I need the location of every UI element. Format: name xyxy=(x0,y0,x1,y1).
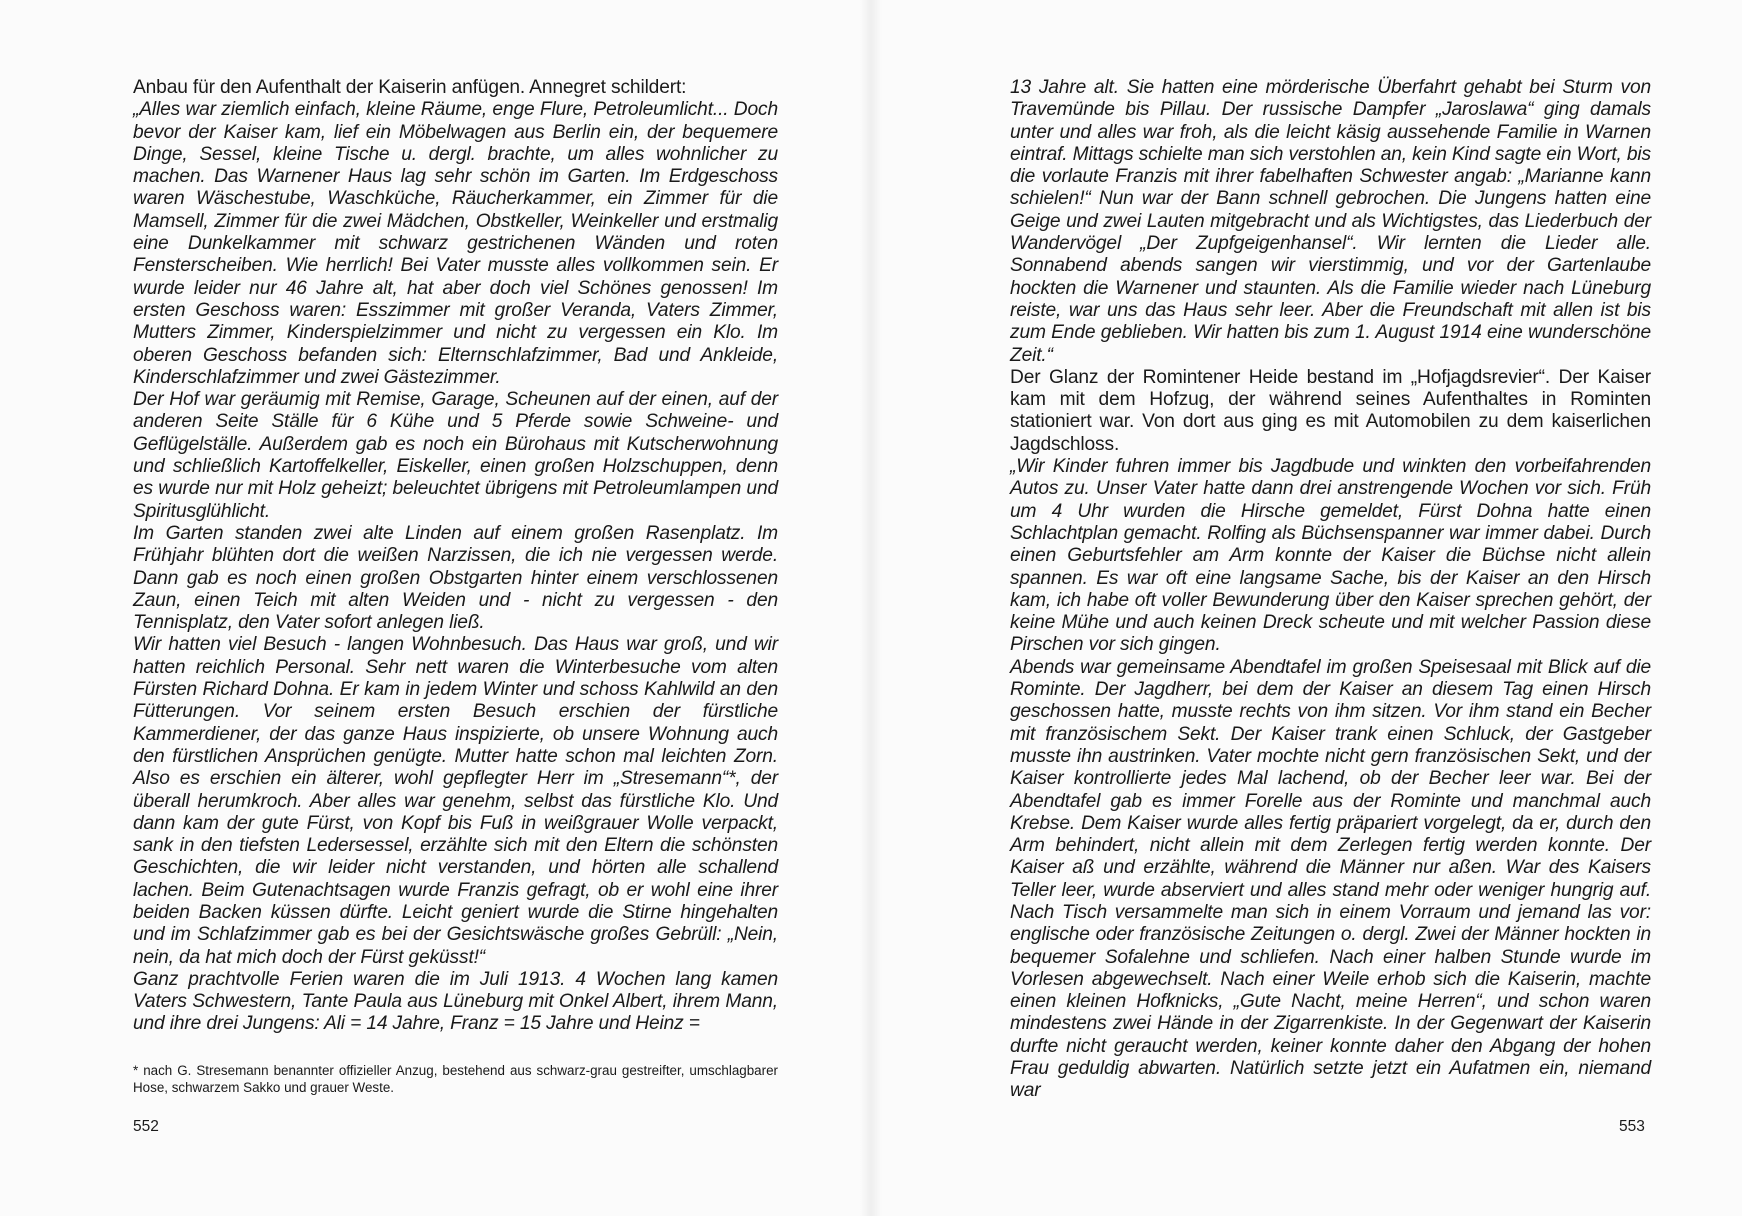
right-page-body xyxy=(1010,77,1651,1103)
paragraph: Anbau für den Aufenthalt der Kaiserin anfügen. Annegret schildert: xyxy=(133,77,687,98)
paragraph: Der Glanz der Romintener Heide bestand im „Hofjagdsrevier“. Der Kaiser kam mit dem Hofzug, der während seines Aufenthaltes in Rominten stationiert war. Von dort aus ging es mit Automobilen zu dem kaiserlichen Jagdschloss. xyxy=(1010,366,1651,455)
paragraph: „Alles war ziemlich einfach, kleine Räume, enge Flure, Petroleumlicht... Doch bevor der Kaiser kam, lief ein Möbelwagen aus Berlin ein, der bequemere Dinge, Sessel, kleine Tische u. dergl. brachte, um alles wohnlicher zu machen. Das Warnener Haus lag sehr schön im Garten. Im Erdgeschoss waren Wäschestube, Waschküche, Räucherkammer, ein Zimmer für die Mamsell, Zimmer für die zwei Mädchen, Obstkeller, Weinkeller und erstmalig eine Dunkelkammer mit schwarz gestrichenen Wänden und roten Fensterscheiben. Wie herrlich! Bei Vater musste alles vollkommen sein. Er wurde leider nur 46 Jahre alt, hat aber doch viel Schönes genossen! Im ersten Geschoss waren: Esszimmer mit großer Veranda, Vaters Zimmer, Mutters Zimmer, Kinderspielzimmer und nicht zu vergessen ein Klo. Im oberen Geschoss befanden sich: Elternschlafzimmer, Bad und Ankleide, Kinderschlafzimmer und zwei Gästezimmer. xyxy=(133,99,778,388)
paragraph: 13 Jahre alt. Sie hatten eine mörderische Überfahrt gehabt bei Sturm von Travemünde bis Pillau. Der russische Dampfer „Jaroslawa“ ging damals unter und alles war froh, als die leicht käsig aussehende Familie in Warnen eintraf. Mittags schielte man sich verstohlen an, kein Kind sagte ein Wort, bis die vorlaute Franzis mit ihrer fabelhaften Schwester angab: „Marianne kann schielen!“ Nun war der Bann schnell gebrochen. Die Jungens hatten eine Geige und zwei Lauten mitgebracht und als Wichtigstes, das Liederbuch der Wandervögel „Der Zupfgeigenhansel“. Wir lernten die Lieder alle. Sonnabend abends sangen wir vierstimmig, und vor der Gartenlaube hockten die Warnener und staunten. Als die Familie wieder nach Lüneburg reiste, war uns das Haus sehr leer. Aber die Freundschaft mit allen ist bis zum Ende geblieben. Wir hatten bis zum 1. August 1914 eine wunderschöne Zeit.“ xyxy=(1010,77,1651,366)
paragraph: Abends war gemeinsame Abendtafel im großen Speisesaal mit Blick auf die Rominte. Der Jagdherr, bei dem der Kaiser an diesem Tag einen Hirsch geschossen hatte, musste rechts von ihm sitzen. Vor ihm stand ein Becher mit französischem Sekt. Der Kaiser trank einen Schluck, der Gastgeber musste ihn austrinken. Vater mochte nicht gern französischen Sekt, und der Kaiser kontrollierte jedes Mal lachend, ob der Becher leer war. Bei der Abendtafel gab es immer Forelle aus der Rominte und manchmal auch Krebse. Dem Kaiser wurde alles fertig präpariert vorgelegt, da er, durch den Arm behindert, nicht allein mit dem Zerlegen fertig werden konnte. Der Kaiser aß und erzählte, während die Männer nur aßen. War des Kaisers Teller leer, wurde abserviert und alles stand mehr oder weniger hungrig auf. Nach Tisch versammelte man sich in einem Vorraum und jemand las vor: englische oder französische Zeitungen o. dergl. Zwei der Männer hockten in bequemer Sofalehne und schliefen. Nach einer halben Stunde wurde im Vorlesen abgewechselt. Nach einer Weile erhob sich die Kaiserin, machte einen kleinen Hofknicks, „Gute Nacht, meine Herren“, und schon waren mindestens zwei Hände in der Zigarrenkiste. In der Gegenwart der Kaiserin durfte nicht geraucht werden, keiner konnte daher den Abgang der hohen Frau geduldig abwarten. Natürlich setzte jetzt ein Aufatmen ein, niemand war xyxy=(1010,656,1651,1102)
paragraph: Der Hof war geräumig mit Remise, Garage, Scheunen auf der einen, auf der anderen Seite Ställe für 6 Kühe und 5 Pferde sowie Schweine- und Geflügelställe. Außerdem gab es noch ein Bürohaus mit Kutscherwohnung und schließlich Kartoffelkeller, Eiskeller, einen großen Holzschuppen, denn es wurde nur mit Holz geheizt; beleuchtet übrigens mit Petroleumlampen und Spiritusglühlicht. xyxy=(133,389,778,522)
paragraph: Wir hatten viel Besuch - langen Wohnbesuch. Das Haus war groß, und wir hatten reichlich Personal. Sehr nett waren die Winterbesuche vom alten Fürsten Richard Dohna. Er kam in jedem Winter und schoss Kahlwild an den Fütterungen. Vor seinem ersten Besuch erschien der fürstliche Kammerdiener, der das ganze Haus inspizierte, ob unsere Wohnung auch den fürstlichen Ansprüchen genügte. Mutter hatte schon mal leichten Zorn. Also es erschien ein älterer, wohl gepflegter Herr im „Stresemann“*, der überall herumkroch. Aber alles war genehm, selbst das fürstliche Klo. Und dann kam der gute Fürst, von Kopf bis Fuß in weißgrauer Wolle verpackt, sank in den tiefsten Ledersessel, erzählte sich mit den Eltern die schönsten Geschichten, die wir leider nicht verstanden, und hörten alle schallend lachen. Beim Gutenachtsagen wurde Franzis gefragt, ob er wohl eine ihrer beiden Backen küssen dürfte. Leicht geniert wurde die Stirne hingehalten und im Schlafzimmer gab es bei der Gesichtswäsche großes Gebrüll: „Nein, nein, da hat mich doch der Fürst geküsst!“ xyxy=(133,634,778,968)
paragraph: „Wir Kinder fuhren immer bis Jagdbude und winkten den vorbeifahrenden Autos zu. Unser Vater hatte dann drei anstrengende Wochen vor sich. Früh um 4 Uhr wurden die Hirsche gemeldet, Fürst Dohna hatte einen Schlachtplan gemacht. Rolfing als Büchsenspanner war immer dabei. Durch einen Geburtsfehler am Arm konnte der Kaiser die Büchse nicht allein spannen. Es war oft eine langsame Sache, bis der Kaiser an den Hirsch kam, ich habe oft voller Bewunderung über den Kaiser sprechen gehört, der keine Mühe und auch keinen Dreck scheute und mit welcher Passion diese Pirschen vor sich gingen. xyxy=(1010,456,1651,656)
paragraph: Im Garten standen zwei alte Linden auf einem großen Rasenplatz. Im Frühjahr blühten dort die weißen Narzissen, die ich nie vergessen werde. Dann gab es noch einen großen Obstgarten hinter einem verschlossenen Zaun, einen Teich mit alten Weiden und - nicht zu vergessen - den Tennisplatz, den Vater sofort anlegen ließ. xyxy=(133,522,778,634)
footnote: * nach G. Stresemann benannter offizieller Anzug, bestehend aus schwarz-grau gestreifter, umschlagbarer Hose, schwarzem Sakko und grauer Weste. xyxy=(133,1063,778,1095)
page-number: 553 xyxy=(1619,1118,1645,1135)
paragraph: Ganz prachtvolle Ferien waren die im Juli 1913. 4 Wochen lang kamen Vaters Schwestern, Tante Paula aus Lüneburg mit Onkel Albert, ihrem Mann, und ihre drei Jungens: Ali = 14 Jahre, Franz = 15 Jahre und Heinz = xyxy=(133,968,778,1035)
right-page xyxy=(871,0,1742,1216)
left-page-body xyxy=(133,77,778,1036)
page-number: 552 xyxy=(133,1118,159,1135)
